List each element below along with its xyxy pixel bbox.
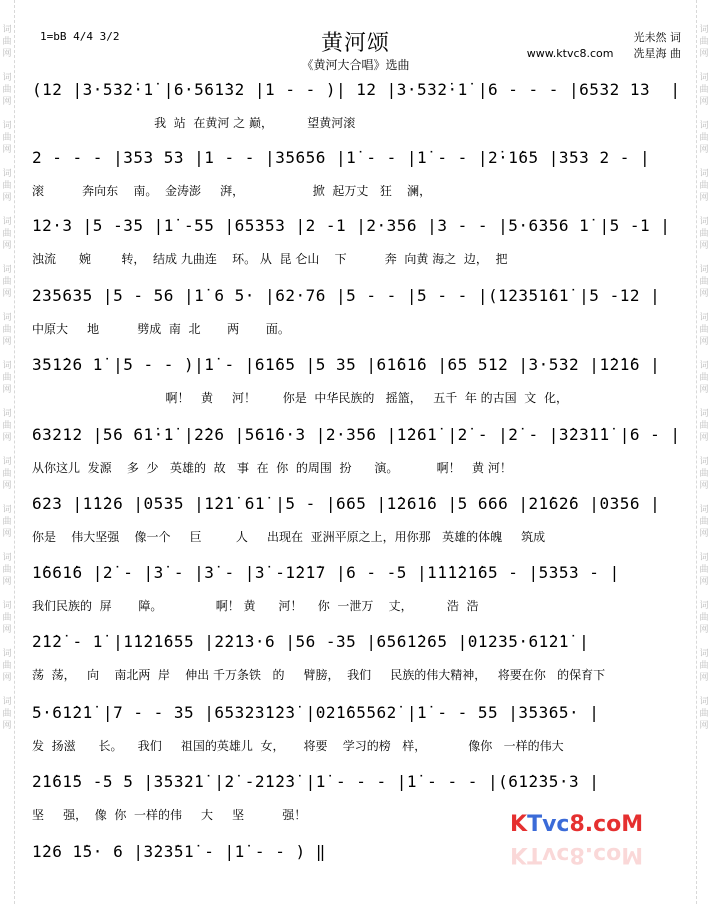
notation-line: 63212 |56 61̇·1̇ |2̇26 |561̇6·3 |2·356 |1̇261̇ |2̇ - |2̇ - |3̇23̇1̇1̇ |6 - | bbox=[32, 425, 681, 444]
right-watermark-text: 词 曲 网 词 曲 网 词 曲 网 词 曲 网 词 曲 网 词 曲 网 词 曲 网 词 曲 网 词 曲 网 词 曲 网 词 曲 网 词 曲 网 词 曲 网 词 曲 网 词 曲 网 bbox=[699, 25, 709, 731]
notation-line: (12 |3·532̇·1̇ |6·561̇32 |1 - - )| 12 |3·532̇·1̇ |6 - - - |6532 13 | bbox=[32, 80, 681, 99]
score-system-1 bbox=[32, 80, 690, 150]
lyric-line bbox=[32, 876, 690, 894]
score-system-2 bbox=[32, 148, 690, 218]
score-system-8 bbox=[32, 563, 690, 633]
composer-credit: 冼星海 曲 bbox=[633, 47, 681, 60]
lyric-line: 滚 奔向东 南。 金涛澎 湃， 掀 起万丈 狂 澜， bbox=[32, 184, 432, 198]
lyricist-credit: 光未然 词 bbox=[633, 31, 681, 44]
credits bbox=[527, 30, 681, 62]
notation-line: 1̇661̇6 |2̇ - |3̇ - |3̇ - |3̇ -1̇2̇1̇7 |6 - -5 |1̇1̇1̇2̇1̇65 - |5353 - | bbox=[32, 563, 620, 582]
left-watermark-strip bbox=[0, 0, 14, 904]
lyric-line: 浊流 婉 转， 结成 九曲连 环。 从 昆 仑山 下 奔 向黄 海之 边， 把 bbox=[32, 252, 508, 266]
ktvc8-logo-reflection: KTvc8.coM bbox=[510, 842, 644, 867]
score-system-7 bbox=[32, 494, 690, 564]
notation-line: 235635 |5 - 56 |1̇ 6 5· |62·76 |5 - - |5 - - |(12351̇61̇ |5 -12 | bbox=[32, 286, 661, 305]
lyric-line: 中原大 地 劈成 南 北 两 面。 bbox=[32, 322, 290, 336]
score-system-9 bbox=[32, 632, 690, 702]
key-signature: 1=bB 4/4 3/2 bbox=[40, 30, 120, 43]
lyric-line: 坚 强， 像 你 一样的伟 大 坚 强！ bbox=[32, 808, 307, 822]
notation-line: 12·3 |5 -35 |1̇ -55 |65353 |2 -1 |2·356 |3 - - |5·6356 1̇ |5 -1 | bbox=[32, 216, 671, 235]
song-title: 黄河颂 bbox=[320, 31, 390, 56]
ktvc8-logo: KTvc8.coM bbox=[510, 812, 644, 837]
song-subtitle: 《黄河大合唱》选曲 bbox=[301, 58, 410, 72]
notation-line: 2̇1̇61̇5 -5 5 |3532̇1̇ |2̇ -2̇1̇2̇3̇ |1̇ - - - |1̇ - - - |(61̇2̇35·3 | bbox=[32, 772, 600, 791]
score-system-6 bbox=[32, 425, 690, 495]
notation-line: 2 - - - |353 53 |1 - - |35656 |1̇ - - |1̇ - - |2̇·1̇65 |353 2 - | bbox=[32, 148, 651, 167]
lyric-line: 我 站 在黄河 之 巅， 望黄河滚 bbox=[32, 116, 356, 130]
site-url: www.ktvc8.com bbox=[526, 47, 614, 60]
lyric-line: 我们民族的 屏 障。 啊！ 黄 河！ 你 一泄万 丈， 浩 浩 bbox=[32, 599, 479, 613]
score-system-4 bbox=[32, 286, 690, 356]
lyric-line: 你是 伟大坚强 像一个 巨 人 出现在 亚洲平原之上，用你那 英雄的体魄 筑成 bbox=[32, 530, 546, 544]
notation-line: 1̇26 1̇5· 6 |3̇23̇51̇ - |1̇ - - ) ‖ bbox=[32, 842, 326, 861]
notation-line: 5·61̇2̇1̇ |7 - - 35 |65323̇1̇2̇3̇ |02̇1̇65562̇ |1̇ - - 55 |35365· | bbox=[32, 703, 600, 722]
lyric-line: 发 扬滋 长。 我们 祖国的英雄儿 女， 将要 学习的榜 样， 像你 一样的伟大 bbox=[32, 739, 564, 753]
score-system-5 bbox=[32, 355, 690, 425]
notation-line: 623 |1̇1̇26 |0535 |1̇2̇1̇ 61̇ |5 - |665 |1̇261̇6 |5 666 |2̇1̇62̇6 |0356 | bbox=[32, 494, 661, 513]
score-system-10 bbox=[32, 703, 690, 773]
notation-line: 2̇1̇2̇ - 1̇ |1̇1̇2̇1̇655 |2̇2̇1̇3·6 |56 -35 |6561̇265 |01235·61̇2̇1̇ | bbox=[32, 632, 590, 651]
lyric-line: 啊！ 黄 河！ 你是 中华民族的 摇篮， 五千 年 的古国 文 化， bbox=[32, 391, 568, 405]
lyric-line: 荡 荡， 向 南北两 岸 伸出 千万条铁 的 臂膀， 我们 民族的伟大精神， 将要在你 的保育下 bbox=[32, 668, 606, 682]
notation-line: 351̇26 1̇ |5 - - )|1̇ - |61̇65 |5 35 |61̇61̇6 |65 512 |3·532 |1̇2̇1̇6 | bbox=[32, 355, 661, 374]
score-system-3 bbox=[32, 216, 690, 286]
left-watermark-text: 词 曲 网 词 曲 网 词 曲 网 词 曲 网 词 曲 网 词 曲 网 词 曲 网 词 曲 网 词 曲 网 词 曲 网 词 曲 网 词 曲 网 词 曲 网 词 曲 网 词 曲 网 bbox=[2, 25, 12, 731]
right-watermark-strip bbox=[697, 0, 711, 904]
lyric-line: 从你这儿 发源 多 少 英雄的 故 事 在 你 的周围 扮 演。 啊！ 黄 河！ bbox=[32, 461, 512, 475]
